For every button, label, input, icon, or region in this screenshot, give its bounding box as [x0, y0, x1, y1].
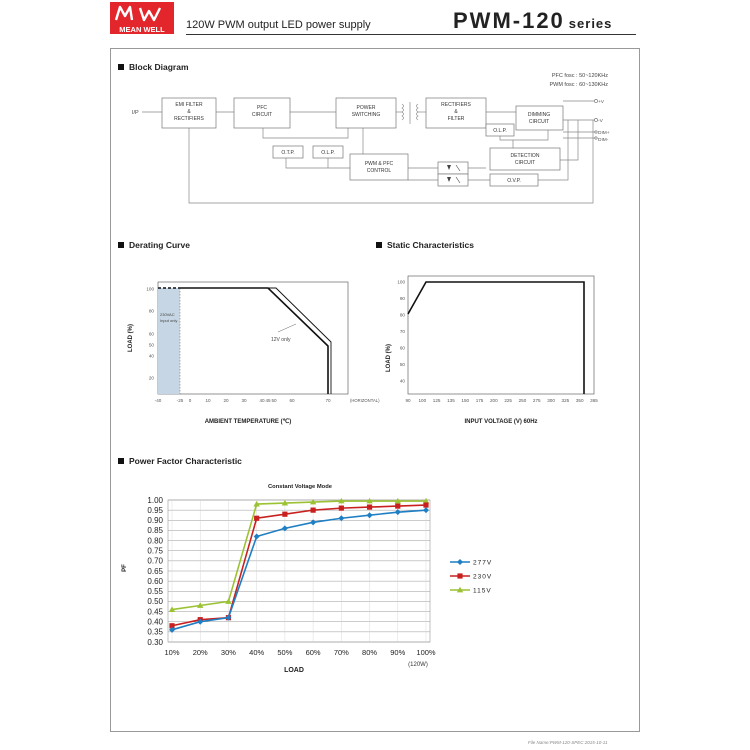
static-xlabel: INPUT VOLTAGE (V) 60Hz	[464, 419, 538, 425]
static-x-tick: 325	[561, 398, 570, 403]
series-label: series	[568, 16, 613, 31]
pf-point-230v	[339, 506, 344, 511]
static-y-tick: 80	[399, 312, 405, 318]
pf-ylabel: PF	[122, 564, 128, 572]
svg-text:O.V.P.: O.V.P.	[507, 178, 521, 184]
pf-y-tick: 0.95	[147, 505, 163, 515]
static-x-tick: 175	[475, 398, 484, 403]
pf-x-tick: 100%	[416, 648, 436, 657]
product-subtitle: 120W PWM output LED power supply	[186, 19, 371, 31]
static-x-tick: 100	[418, 398, 427, 403]
svg-text:RECTIFIERS: RECTIFIERS	[441, 102, 471, 108]
pf-point-230v	[395, 503, 400, 508]
derating-curve-section-title: Derating Curve	[118, 240, 190, 250]
svg-text:EMI FILTER: EMI FILTER	[175, 102, 203, 108]
derating-note-230vac: 230VAC	[160, 312, 175, 317]
pf-y-tick: 0.45	[147, 607, 163, 617]
block-diagram-section-title: Block Diagram	[118, 62, 189, 72]
derating-y-tick: 50	[148, 342, 154, 348]
pf-legend-label: 115V	[473, 587, 492, 595]
static-x-tick: 200	[490, 398, 498, 403]
svg-text:CIRCUIT: CIRCUIT	[251, 112, 273, 118]
optocoupler-2	[438, 174, 468, 186]
pf-point-230v	[282, 512, 287, 517]
svg-text:FILTER: FILTER	[447, 116, 465, 122]
detection-circuit-box	[490, 148, 560, 170]
derating-y-tick: 100	[146, 286, 154, 292]
svg-text:-V: -V	[598, 119, 603, 124]
svg-text:&: &	[454, 109, 458, 115]
pf-y-tick: 0.70	[147, 556, 163, 566]
derating-note-input-only: Input only	[160, 318, 178, 323]
derating-230vac-region	[158, 288, 180, 394]
static-x-tick: 135	[447, 398, 455, 403]
dimming-circuit-box	[516, 106, 563, 130]
derating-ylabel: LOAD (%)	[128, 324, 134, 352]
static-x-tick: 350	[575, 398, 584, 403]
pf-legend-label: 277V	[473, 559, 493, 567]
pf-y-tick: 0.60	[147, 576, 163, 586]
static-y-tick: 100	[397, 279, 405, 285]
static-x-tick: 300	[547, 398, 555, 403]
derating-curve-chart	[118, 262, 386, 432]
pf-x-tick: 10%	[164, 648, 180, 657]
pf-legend-marker	[457, 559, 463, 565]
svg-text:CIRCUIT: CIRCUIT	[528, 119, 550, 125]
pfc-fosc-label: PFC fosc : 50~120KHz	[551, 73, 608, 79]
static-y-tick: 50	[399, 362, 405, 367]
static-y-tick: 70	[399, 329, 405, 334]
static-characteristics-chart	[376, 262, 626, 432]
derating-x-tick: 70	[325, 398, 331, 403]
svg-text:POWER: POWER	[356, 105, 376, 111]
svg-text:O.L.P.: O.L.P.	[321, 150, 335, 156]
static-characteristics-section-title: Static Characteristics	[376, 240, 474, 250]
static-x-tick: 125	[432, 398, 441, 403]
pf-y-tick: 0.40	[147, 617, 163, 627]
pf-y-tick: 0.80	[147, 536, 163, 546]
pf-x-tick: 30%	[220, 648, 236, 657]
input-label: I/P	[132, 110, 139, 116]
derating-x-tick: 60	[289, 398, 295, 403]
logo-text: MEAN WELL	[119, 25, 165, 34]
svg-text:DETECTION: DETECTION	[510, 153, 540, 159]
static-x-tick: 275	[532, 398, 541, 403]
pf-y-tick: 0.35	[147, 627, 163, 637]
static-y-tick: 90	[399, 296, 405, 301]
pf-x-tick: 40%	[249, 648, 265, 657]
static-x-tick: 90	[405, 398, 411, 403]
power-factor-chart	[118, 476, 518, 681]
header-rule	[186, 34, 636, 35]
pf-y-tick: 0.30	[147, 637, 163, 647]
derating-y-tick: 40	[148, 353, 154, 359]
pf-point-230v	[254, 516, 259, 521]
pf-point-230v	[423, 502, 428, 507]
svg-text:SWITCHING: SWITCHING	[351, 112, 381, 118]
svg-text:CIRCUIT: CIRCUIT	[514, 160, 536, 166]
static-x-tick: 225	[504, 398, 512, 403]
derating-x-tick: 40	[259, 398, 265, 403]
svg-text:CONTROL: CONTROL	[366, 168, 392, 174]
pf-y-tick: 0.50	[147, 597, 163, 607]
svg-text:RECTIFIERS: RECTIFIERS	[174, 116, 204, 122]
svg-text:PFC: PFC	[257, 105, 267, 111]
derating-x-unit: (HORIZONTAL)	[350, 398, 380, 403]
optocoupler-1	[438, 162, 468, 174]
svg-text:DIM+: DIM+	[598, 131, 610, 136]
static-y-tick: 60	[399, 345, 405, 351]
block-diagram	[118, 68, 628, 218]
pf-legend-label: 230V	[473, 573, 493, 581]
svg-text:+V: +V	[598, 100, 605, 105]
model-title	[453, 8, 612, 34]
pf-y-tick: 0.55	[147, 587, 163, 597]
pf-y-tick: 0.75	[147, 546, 163, 556]
static-x-tick: 250	[518, 398, 527, 403]
static-ylabel: LOAD (%)	[386, 344, 392, 372]
static-x-tick: 150	[461, 398, 470, 403]
derating-x-tick: 20	[223, 398, 229, 403]
pf-x-tick: 90%	[390, 648, 406, 657]
derating-y-tick: 60	[148, 331, 154, 337]
pf-xlabel: LOAD	[284, 667, 304, 674]
pf-x-tick: 80%	[362, 648, 378, 657]
static-y-tick: 40	[399, 378, 405, 384]
static-x-tick: 365	[590, 398, 598, 403]
derating-x-tick: 10	[205, 398, 211, 403]
pf-y-tick: 1.00	[147, 495, 163, 505]
derating-y-tick: 80	[148, 308, 154, 314]
pwm-pfc-control-box	[350, 154, 408, 180]
svg-text:PWM & PFC: PWM & PFC	[364, 161, 394, 167]
derating-note-12v: 12V only	[271, 337, 291, 343]
pf-y-tick: 0.85	[147, 526, 163, 536]
pf-y-tick: 0.90	[147, 516, 163, 526]
pf-y-tick: 0.65	[147, 566, 163, 576]
mean-well-logo	[110, 2, 174, 34]
derating-x-tick: 30	[241, 398, 247, 403]
pf-x-tick: 70%	[333, 648, 349, 657]
pf-x-note: (120W)	[408, 662, 428, 668]
derating-x-tick: -25	[176, 398, 184, 403]
pf-x-tick: 50%	[277, 648, 293, 657]
svg-text:O.T.P.: O.T.P.	[281, 150, 295, 156]
pf-point-230v	[311, 508, 316, 513]
pf-point-230v	[367, 505, 372, 510]
footer-file-name: File Name:PWM-120-SPEC 2015-10-11	[528, 740, 608, 745]
pf-chart-title: Constant Voltage Mode	[268, 484, 332, 490]
svg-text:DIM-: DIM-	[598, 138, 609, 143]
pf-x-tick: 60%	[305, 648, 321, 657]
pf-legend-item-230v	[450, 573, 492, 580]
pf-legend-item-115v	[450, 587, 492, 595]
derating-x-tick: -40	[154, 398, 162, 403]
svg-text:&: &	[187, 109, 191, 115]
power-factor-section-title: Power Factor Characteristic	[118, 456, 242, 466]
pf-legend-marker	[457, 573, 462, 578]
svg-text:O.L.P.: O.L.P.	[493, 128, 507, 134]
pf-x-tick: 20%	[192, 648, 208, 657]
pf-legend-item-277v	[450, 559, 492, 567]
svg-text:DIMMING: DIMMING	[527, 112, 551, 118]
derating-y-tick: 20	[148, 375, 154, 381]
model-name: PWM-120	[453, 8, 565, 33]
derating-x-tick: 50	[271, 398, 277, 403]
derating-x-tick: 0	[188, 398, 192, 403]
derating-xlabel: AMBIENT TEMPERATURE (℃)	[204, 419, 292, 425]
derating-x-tick: 45	[265, 398, 271, 403]
pwm-fosc-label: PWM fosc : 60~130KHz	[549, 82, 608, 88]
